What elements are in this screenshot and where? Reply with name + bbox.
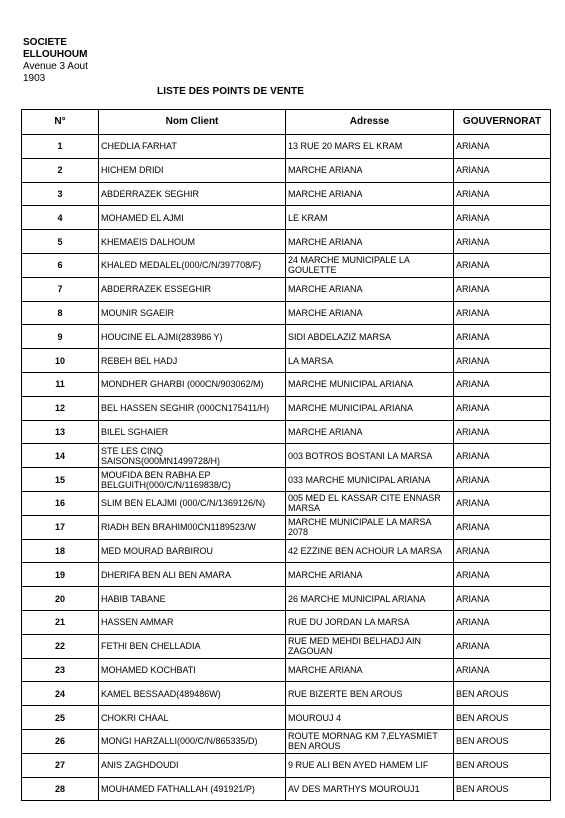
cell-number: 21 xyxy=(22,610,99,634)
table-row xyxy=(22,634,551,658)
cell-number: 4 xyxy=(22,206,99,230)
table-header-row xyxy=(22,110,551,135)
cell-address: RUE MED MEHDI BELHADJ AIN ZAGOUAN xyxy=(286,634,454,658)
column-header-address: Adresse xyxy=(286,110,454,135)
cell-address: MARCHE ARIANA xyxy=(286,158,454,182)
document-title: LISTE DES POINTS DE VENTE xyxy=(157,86,304,97)
table-row xyxy=(22,515,551,539)
company-name-line1: SOCIETE xyxy=(23,37,67,48)
cell-client: HOUCINE EL AJMI(283986 Y) xyxy=(99,325,286,349)
cell-number: 5 xyxy=(22,230,99,254)
cell-address: MARCHE ARIANA xyxy=(286,658,454,682)
cell-client: BILEL SGHAIER xyxy=(99,420,286,444)
cell-number: 12 xyxy=(22,396,99,420)
cell-number: 17 xyxy=(22,515,99,539)
cell-number: 6 xyxy=(22,253,99,277)
table-row xyxy=(22,444,551,468)
table-row xyxy=(22,206,551,230)
cell-address: 003 BOTROS BOSTANI LA MARSA xyxy=(286,444,454,468)
cell-number: 7 xyxy=(22,277,99,301)
cell-governorate: BEN AROUS xyxy=(454,753,551,777)
table-row xyxy=(22,396,551,420)
cell-governorate: BEN AROUS xyxy=(454,777,551,801)
cell-governorate: ARIANA xyxy=(454,420,551,444)
cell-client: STE LES CINQ SAISONS(000MN1499728/H) xyxy=(99,444,286,468)
cell-governorate: ARIANA xyxy=(454,491,551,515)
cell-address: 9 RUE ALI BEN AYED HAMEM LIF xyxy=(286,753,454,777)
cell-address: 26 MARCHE MUNICIPAL ARIANA xyxy=(286,587,454,611)
cell-governorate: ARIANA xyxy=(454,253,551,277)
cell-number: 2 xyxy=(22,158,99,182)
cell-address: ROUTE MORNAG KM 7,ELYASMIET BEN AROUS xyxy=(286,729,454,753)
table-row xyxy=(22,420,551,444)
cell-number: 3 xyxy=(22,182,99,206)
cell-address: LE KRAM xyxy=(286,206,454,230)
table-row xyxy=(22,491,551,515)
cell-governorate: ARIANA xyxy=(454,372,551,396)
table-row xyxy=(22,658,551,682)
company-header xyxy=(23,37,133,85)
cell-address: 24 MARCHE MUNICIPALE LA GOULETTE xyxy=(286,253,454,277)
table-row xyxy=(22,277,551,301)
points-of-sale-table xyxy=(21,109,551,801)
cell-number: 13 xyxy=(22,420,99,444)
cell-client: MED MOURAD BARBIROU xyxy=(99,539,286,563)
cell-number: 18 xyxy=(22,539,99,563)
cell-governorate: ARIANA xyxy=(454,634,551,658)
cell-governorate: BEN AROUS xyxy=(454,706,551,730)
cell-address: SIDI ABDELAZIZ MARSA xyxy=(286,325,454,349)
cell-governorate: ARIANA xyxy=(454,468,551,492)
table-row xyxy=(22,372,551,396)
cell-client: SLIM BEN ELAJMI (000/C/N/1369126/N) xyxy=(99,491,286,515)
cell-address: MARCHE ARIANA xyxy=(286,420,454,444)
cell-address: MARCHE ARIANA xyxy=(286,230,454,254)
table-row xyxy=(22,753,551,777)
cell-governorate: ARIANA xyxy=(454,182,551,206)
table-row xyxy=(22,230,551,254)
column-header-number: N° xyxy=(22,110,99,135)
cell-governorate: ARIANA xyxy=(454,396,551,420)
cell-address: MOUROUJ 4 xyxy=(286,706,454,730)
cell-number: 22 xyxy=(22,634,99,658)
cell-client: RIADH BEN BRAHIM00CN1189523/W xyxy=(99,515,286,539)
cell-number: 9 xyxy=(22,325,99,349)
cell-number: 25 xyxy=(22,706,99,730)
cell-number: 27 xyxy=(22,753,99,777)
cell-governorate: ARIANA xyxy=(454,277,551,301)
cell-governorate: ARIANA xyxy=(454,539,551,563)
cell-address: 033 MARCHE MUNICIPAL ARIANA xyxy=(286,468,454,492)
cell-number: 15 xyxy=(22,468,99,492)
cell-client: DHERIFA BEN ALI BEN AMARA xyxy=(99,563,286,587)
cell-address: MARCHE MUNICIPALE LA MARSA 2078 xyxy=(286,515,454,539)
table-row xyxy=(22,587,551,611)
cell-governorate: ARIANA xyxy=(454,658,551,682)
cell-number: 1 xyxy=(22,135,99,159)
cell-address: AV DES MARTHYS MOUROUJ1 xyxy=(286,777,454,801)
cell-address: MARCHE ARIANA xyxy=(286,277,454,301)
table-row xyxy=(22,777,551,801)
cell-number: 26 xyxy=(22,729,99,753)
cell-client: REBEH BEL HADJ xyxy=(99,349,286,373)
cell-governorate: ARIANA xyxy=(454,301,551,325)
table-row xyxy=(22,301,551,325)
cell-client: MONDHER GHARBI (000CN/903062/M) xyxy=(99,372,286,396)
cell-client: KAMEL BESSAAD(489486W) xyxy=(99,682,286,706)
cell-number: 24 xyxy=(22,682,99,706)
cell-client: HABIB TABANE xyxy=(99,587,286,611)
cell-governorate: ARIANA xyxy=(454,444,551,468)
cell-number: 16 xyxy=(22,491,99,515)
cell-client: MONGI HARZALLI(000/C/N/865335/D) xyxy=(99,729,286,753)
cell-governorate: ARIANA xyxy=(454,563,551,587)
company-address-line2: 1903 xyxy=(23,73,46,84)
cell-number: 19 xyxy=(22,563,99,587)
cell-address: MARCHE MUNICIPAL ARIANA xyxy=(286,396,454,420)
table-row xyxy=(22,706,551,730)
table-row xyxy=(22,563,551,587)
cell-client: MOUNIR SGAEIR xyxy=(99,301,286,325)
company-address-line1: Avenue 3 Aout xyxy=(23,61,88,72)
cell-governorate: ARIANA xyxy=(454,349,551,373)
cell-governorate: ARIANA xyxy=(454,158,551,182)
cell-address: MARCHE MUNICIPAL ARIANA xyxy=(286,372,454,396)
cell-client: ABDERRAZEK ESSEGHIR xyxy=(99,277,286,301)
cell-governorate: ARIANA xyxy=(454,610,551,634)
cell-governorate: BEN AROUS xyxy=(454,729,551,753)
table-body xyxy=(22,135,551,801)
cell-governorate: BEN AROUS xyxy=(454,682,551,706)
cell-client: HICHEM DRIDI xyxy=(99,158,286,182)
cell-number: 11 xyxy=(22,372,99,396)
cell-client: BEL HASSEN SEGHIR (000CN175411/H) xyxy=(99,396,286,420)
cell-address: MARCHE ARIANA xyxy=(286,563,454,587)
cell-number: 14 xyxy=(22,444,99,468)
company-name-line2: ELLOUHOUM xyxy=(23,49,88,60)
table-row xyxy=(22,729,551,753)
cell-address: MARCHE ARIANA xyxy=(286,182,454,206)
column-header-client: Nom Client xyxy=(99,110,286,135)
table-row xyxy=(22,349,551,373)
cell-governorate: ARIANA xyxy=(454,587,551,611)
table-row xyxy=(22,682,551,706)
cell-client: ANIS ZAGHDOUDI xyxy=(99,753,286,777)
cell-number: 10 xyxy=(22,349,99,373)
cell-address: RUE BIZERTE BEN AROUS xyxy=(286,682,454,706)
table-row xyxy=(22,135,551,159)
cell-client: CHOKRI CHAAL xyxy=(99,706,286,730)
table-row xyxy=(22,253,551,277)
table-row xyxy=(22,158,551,182)
cell-governorate: ARIANA xyxy=(454,325,551,349)
cell-governorate: ARIANA xyxy=(454,515,551,539)
cell-governorate: ARIANA xyxy=(454,230,551,254)
cell-client: FETHI BEN CHELLADIA xyxy=(99,634,286,658)
cell-client: MOHAMED KOCHBATI xyxy=(99,658,286,682)
cell-client: KHEMAEIS DALHOUM xyxy=(99,230,286,254)
cell-client: MOUHAMED FATHALLAH (491921/P) xyxy=(99,777,286,801)
cell-address: 42 EZZINE BEN ACHOUR LA MARSA xyxy=(286,539,454,563)
cell-address: RUE DU JORDAN LA MARSA xyxy=(286,610,454,634)
cell-client: KHALED MEDALEL(000/C/N/397708/F) xyxy=(99,253,286,277)
cell-governorate: ARIANA xyxy=(454,135,551,159)
cell-address: 13 RUE 20 MARS EL KRAM xyxy=(286,135,454,159)
cell-address: LA MARSA xyxy=(286,349,454,373)
cell-client: HASSEN AMMAR xyxy=(99,610,286,634)
cell-number: 8 xyxy=(22,301,99,325)
cell-number: 23 xyxy=(22,658,99,682)
cell-number: 20 xyxy=(22,587,99,611)
cell-number: 28 xyxy=(22,777,99,801)
table-row xyxy=(22,610,551,634)
cell-address: 005 MED EL KASSAR CITE ENNASR MARSA xyxy=(286,491,454,515)
table-row xyxy=(22,468,551,492)
cell-governorate: ARIANA xyxy=(454,206,551,230)
cell-client: CHEDLIA FARHAT xyxy=(99,135,286,159)
table-row xyxy=(22,539,551,563)
cell-client: MOUFIDA BEN RABHA EP BELGUITH(000/C/N/1169838/C) xyxy=(99,468,286,492)
cell-client: MOHAMED EL AJMI xyxy=(99,206,286,230)
table-row xyxy=(22,182,551,206)
table-row xyxy=(22,325,551,349)
column-header-governorate: GOUVERNORAT xyxy=(454,110,551,135)
cell-client: ABDERRAZEK SEGHIR xyxy=(99,182,286,206)
cell-address: MARCHE ARIANA xyxy=(286,301,454,325)
